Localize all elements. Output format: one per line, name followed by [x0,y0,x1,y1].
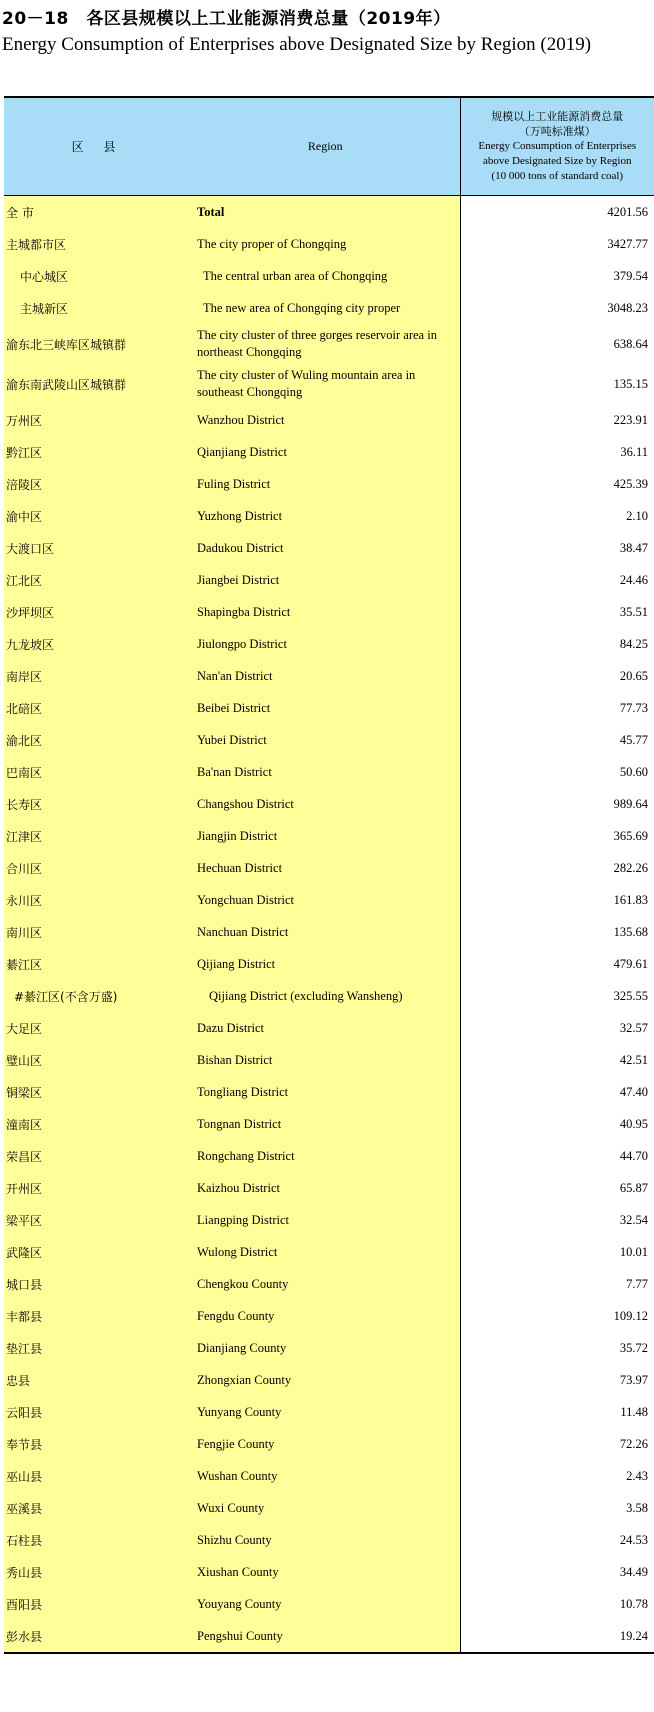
consumption-value: 35.72 [460,1332,654,1364]
consumption-value: 36.11 [460,436,654,468]
region-name-en: Liangping District [191,1204,460,1236]
consumption-value: 3.58 [460,1492,654,1524]
table-row [4,692,654,724]
table-row [4,1396,654,1428]
region-name-en: Shizhu County [191,1524,460,1556]
region-name-en: Yubei District [191,724,460,756]
table-row [4,1204,654,1236]
consumption-value: 3048.23 [460,292,654,324]
region-name-en: Youyang County [191,1588,460,1620]
district-name-cn: 涪陵区 [4,468,191,500]
table-row [4,1140,654,1172]
table-row [4,468,654,500]
district-name-cn: 永川区 [4,884,191,916]
region-name-en: Fengdu County [191,1300,460,1332]
table-row [4,596,654,628]
table-row [4,1524,654,1556]
energy-consumption-table [4,96,654,1654]
consumption-value: 365.69 [460,820,654,852]
consumption-value: 161.83 [460,884,654,916]
region-name-en [191,324,460,364]
consumption-value: 42.51 [460,1044,654,1076]
consumption-value: 44.70 [460,1140,654,1172]
district-name-cn: 黔江区 [4,436,191,468]
table-row [4,1620,654,1653]
district-name-cn: 铜梁区 [4,1076,191,1108]
page-title-en: Energy Consumption of Enterprises above Designated Size by Region (2019) [2,34,592,55]
district-name-cn: 江津区 [4,820,191,852]
district-name-cn: 中心城区 [4,260,191,292]
district-name-cn: 大足区 [4,1012,191,1044]
region-name-en: Bishan District [191,1044,460,1076]
district-name-cn: 全 市 [4,196,191,229]
district-name-cn: 梁平区 [4,1204,191,1236]
consumption-value: 638.64 [460,324,654,364]
region-name-en: Dazu District [191,1012,460,1044]
region-name-en: Nanchuan District [191,916,460,948]
district-name-cn: 万州区 [4,404,191,436]
table-row [4,404,654,436]
region-name-en-text: The city cluster of three gorges reservoir area in northeast Chongqing [197,328,437,359]
header-consumption-en-3: (10 000 tons of standard coal) [491,170,624,182]
region-name-en: Fengjie County [191,1428,460,1460]
header-district-cn: 区 县 [4,97,191,196]
consumption-value: 38.47 [460,532,654,564]
region-name-en: Shapingba District [191,596,460,628]
district-name-cn: 彭水县 [4,1620,191,1653]
district-name-cn: 开州区 [4,1172,191,1204]
district-name-cn: 巫山县 [4,1460,191,1492]
header-consumption-cn-1: 规模以上工业能源消费总量 [491,110,624,123]
region-name-en: Wanzhou District [191,404,460,436]
region-name-en: Qijiang District [191,948,460,980]
consumption-value: 11.48 [460,1396,654,1428]
district-name-cn: 沙坪坝区 [4,596,191,628]
region-name-en: Yunyang County [191,1396,460,1428]
consumption-value: 425.39 [460,468,654,500]
region-name-en: Dianjiang County [191,1332,460,1364]
region-name-en: Fuling District [191,468,460,500]
table-row [4,1236,654,1268]
district-name-cn: 云阳县 [4,1396,191,1428]
consumption-value: 24.46 [460,564,654,596]
table-row [4,1300,654,1332]
region-name-en: Jiulongpo District [191,628,460,660]
consumption-value: 50.60 [460,756,654,788]
table-row [4,500,654,532]
consumption-value: 10.01 [460,1236,654,1268]
district-name-cn: 南岸区 [4,660,191,692]
region-name-en: Chengkou County [191,1268,460,1300]
district-name-cn: 奉节县 [4,1428,191,1460]
consumption-value: 109.12 [460,1300,654,1332]
consumption-value: 325.55 [460,980,654,1012]
district-name-cn: 秀山县 [4,1556,191,1588]
consumption-value: 3427.77 [460,228,654,260]
consumption-value: 2.10 [460,500,654,532]
consumption-value: 223.91 [460,404,654,436]
table-row [4,292,654,324]
district-name-cn: 九龙坡区 [4,628,191,660]
region-name-en: Total [191,196,460,229]
table-row [4,756,654,788]
table-row [4,228,654,260]
consumption-value: 989.64 [460,788,654,820]
region-name-en: Jiangbei District [191,564,460,596]
table-row [4,324,654,364]
header-consumption-en-1: Energy Consumption of Enterprises [478,140,637,152]
district-name-cn: 主城新区 [4,292,191,324]
region-name-en: Rongchang District [191,1140,460,1172]
table-row [4,1044,654,1076]
consumption-value: 73.97 [460,1364,654,1396]
consumption-value: 282.26 [460,852,654,884]
table-row [4,1172,654,1204]
table-row [4,916,654,948]
district-name-cn: 石柱县 [4,1524,191,1556]
district-name-cn: 城口县 [4,1268,191,1300]
page-title-cn: 20－18 各区县规模以上工业能源消费总量（2019年） [2,9,451,29]
header-consumption-en-2: above Designated Size by Region [483,155,632,167]
consumption-value: 10.78 [460,1588,654,1620]
consumption-value: 7.77 [460,1268,654,1300]
table-row [4,1012,654,1044]
table-row [4,1556,654,1588]
table-row [4,1364,654,1396]
region-name-en: Ba'nan District [191,756,460,788]
table-row [4,724,654,756]
district-name-cn: 北碚区 [4,692,191,724]
table-row [4,1588,654,1620]
header-region-en: Region [191,97,460,196]
district-name-cn: 渝东北三峡库区城镇群 [4,324,191,364]
district-name-cn: 渝北区 [4,724,191,756]
table-row [4,532,654,564]
table-row [4,1108,654,1140]
table-row [4,788,654,820]
district-name-cn: 荣昌区 [4,1140,191,1172]
consumption-value: 65.87 [460,1172,654,1204]
table-row [4,1076,654,1108]
header-consumption [460,97,654,196]
region-name-en: Yuzhong District [191,500,460,532]
consumption-value: 379.54 [460,260,654,292]
district-name-cn: 主城都市区 [4,228,191,260]
region-name-en: Yongchuan District [191,884,460,916]
consumption-value: 32.57 [460,1012,654,1044]
district-name-cn: 璧山区 [4,1044,191,1076]
region-name-en: Kaizhou District [191,1172,460,1204]
consumption-value: 35.51 [460,596,654,628]
district-name-cn: 綦江区 [4,948,191,980]
district-name-cn: 丰都县 [4,1300,191,1332]
district-name-cn: 长寿区 [4,788,191,820]
region-name-en: Qijiang District (excluding Wansheng) [191,980,460,1012]
table-header-row [4,97,654,196]
table-row [4,196,654,229]
region-name-en: Dadukou District [191,532,460,564]
district-name-cn: 垫江县 [4,1332,191,1364]
table-row [4,1332,654,1364]
region-name-en: Hechuan District [191,852,460,884]
region-name-en: Qianjiang District [191,436,460,468]
table-row [4,980,654,1012]
consumption-value: 40.95 [460,1108,654,1140]
consumption-value: 20.65 [460,660,654,692]
region-name-en: Beibei District [191,692,460,724]
region-name-en: The central urban area of Chongqing [191,260,460,292]
region-name-en: Nan'an District [191,660,460,692]
district-name-cn: 巫溪县 [4,1492,191,1524]
consumption-value: 24.53 [460,1524,654,1556]
consumption-value: 32.54 [460,1204,654,1236]
region-name-en: Wushan County [191,1460,460,1492]
table-row [4,260,654,292]
district-name-cn: 巴南区 [4,756,191,788]
table-row [4,884,654,916]
consumption-value: 479.61 [460,948,654,980]
table-row [4,364,654,404]
table-row [4,852,654,884]
table-row [4,628,654,660]
table-row [4,1492,654,1524]
consumption-value: 72.26 [460,1428,654,1460]
region-name-en: Jiangjin District [191,820,460,852]
region-name-en: Tongnan District [191,1108,460,1140]
region-name-en: The new area of Chongqing city proper [191,292,460,324]
district-name-cn: 渝东南武陵山区城镇群 [4,364,191,404]
header-consumption-cn-2: （万吨标准煤） [518,125,596,138]
district-name-cn: 合川区 [4,852,191,884]
region-name-en: Wuxi County [191,1492,460,1524]
district-name-cn: 江北区 [4,564,191,596]
district-name-cn: 酉阳县 [4,1588,191,1620]
consumption-value: 4201.56 [460,196,654,229]
region-name-en: Wulong District [191,1236,460,1268]
table-row [4,436,654,468]
consumption-value: 19.24 [460,1620,654,1653]
district-name-cn: 大渡口区 [4,532,191,564]
region-name-en: Xiushan County [191,1556,460,1588]
district-name-cn: 潼南区 [4,1108,191,1140]
consumption-value: 47.40 [460,1076,654,1108]
region-name-en-text: The city cluster of Wuling mountain area in southeast Chongqing [197,368,416,399]
consumption-value: 2.43 [460,1460,654,1492]
district-name-cn: 南川区 [4,916,191,948]
table-row [4,820,654,852]
table-row [4,564,654,596]
consumption-value: 34.49 [460,1556,654,1588]
consumption-value: 84.25 [460,628,654,660]
region-name-en: Tongliang District [191,1076,460,1108]
table-row [4,660,654,692]
district-name-cn: 忠县 [4,1364,191,1396]
district-name-cn: #綦江区(不含万盛) [4,980,191,1012]
district-name-cn: 武隆区 [4,1236,191,1268]
table-row [4,948,654,980]
consumption-value: 45.77 [460,724,654,756]
region-name-en: Changshou District [191,788,460,820]
district-name-cn: 渝中区 [4,500,191,532]
table-row [4,1428,654,1460]
region-name-en: Pengshui County [191,1620,460,1653]
table-row [4,1460,654,1492]
consumption-value: 135.15 [460,364,654,404]
region-name-en [191,364,460,404]
region-name-en: Zhongxian County [191,1364,460,1396]
table-row [4,1268,654,1300]
consumption-value: 135.68 [460,916,654,948]
consumption-value: 77.73 [460,692,654,724]
region-name-en: The city proper of Chongqing [191,228,460,260]
